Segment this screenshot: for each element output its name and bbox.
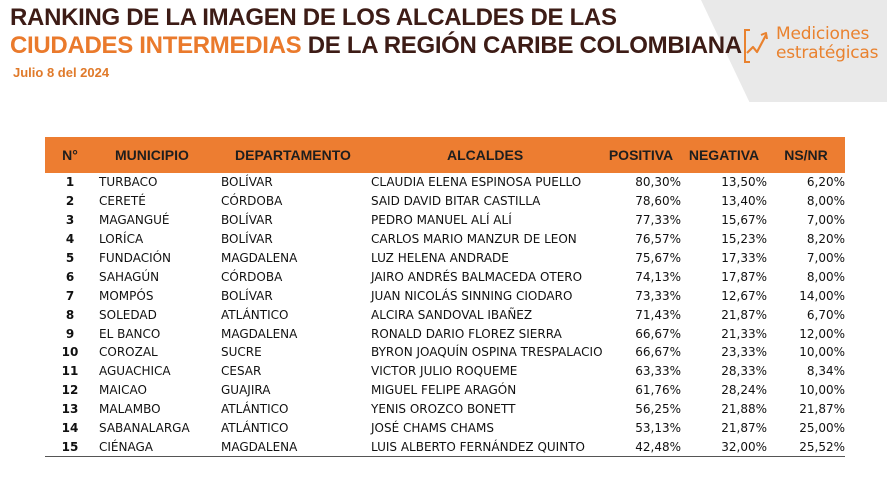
cell-departamento: MAGDALENA	[217, 437, 367, 456]
table-row	[45, 211, 845, 230]
logo-line-1: Mediciones	[776, 24, 870, 44]
cell-negativa: 21,88%	[721, 402, 767, 417]
cell-nsnr: 25,52%	[767, 437, 845, 456]
cell-alcalde: ALCIRA SANDOVAL IBAÑEZ	[371, 307, 533, 322]
cell-number: 13	[61, 402, 79, 417]
cell-departamento: ATLÁNTICO	[221, 307, 289, 322]
cell-municipio: CERETÉ	[99, 194, 146, 209]
cell-departamento: CÓRDOBA	[221, 194, 283, 209]
cell-number: 5	[65, 251, 75, 265]
cell-nsnr: 8,00%	[806, 269, 845, 284]
cell-positiva: 78,60%	[635, 194, 681, 209]
cell-departamento: ATLÁNTICO	[221, 402, 289, 417]
cell-alcalde: JUAN NICOLÁS SINNING CIODARO	[371, 288, 573, 303]
title-line-2	[10, 32, 742, 60]
cell-positiva: 74,13%	[635, 269, 681, 284]
cell-municipio: TURBACO	[99, 175, 158, 190]
cell-departamento: ATLÁNTICO	[221, 421, 289, 436]
cell-negativa: 13,40%	[721, 194, 767, 209]
cell-positiva: 71,43%	[635, 307, 681, 322]
cell-departamento: MAGDALENA	[221, 326, 298, 341]
cell-number: 12	[61, 383, 79, 398]
cell-nsnr: 8,00%	[806, 194, 845, 209]
logo-text	[776, 25, 878, 63]
cell-nsnr: 21,87%	[799, 402, 845, 417]
cell-departamento: SUCRE	[221, 345, 262, 360]
chart-trend-icon	[742, 27, 772, 65]
cell-number: 3	[65, 213, 75, 228]
cell-departamento: CÓRDOBA	[221, 269, 283, 284]
cell-positiva: 63,33%	[635, 364, 681, 379]
col-header-municipio: MUNICIPIO	[95, 137, 217, 173]
col-header-number: N°	[45, 137, 95, 173]
table-row	[45, 305, 845, 324]
col-header-nsnr: NS/NR	[767, 137, 845, 173]
title-highlight: CIUDADES INTERMEDIAS	[10, 32, 302, 59]
page-title	[10, 4, 742, 60]
cell-nsnr: 7,00%	[806, 213, 845, 228]
cell-municipio: MAICAO	[99, 383, 147, 398]
table-header-row	[45, 137, 845, 173]
cell-nsnr: 8,34%	[806, 364, 845, 379]
table-row	[45, 173, 845, 192]
cell-alcalde: CLAUDIA ELENA ESPINOSA PUELLO	[371, 175, 582, 190]
cell-number: 1	[65, 175, 75, 190]
cell-number: 9	[65, 326, 75, 341]
cell-negativa: 13,50%	[721, 175, 767, 190]
col-header-alcaldes: ALCALDES	[367, 137, 601, 173]
cell-positiva: 61,76%	[635, 383, 681, 398]
cell-alcalde: JAIRO ANDRÉS BALMACEDA OTERO	[371, 269, 583, 284]
ranking-table-container	[45, 137, 845, 457]
cell-alcalde: JOSÉ CHAMS CHAMS	[371, 421, 494, 436]
table-row	[45, 286, 845, 305]
cell-alcalde: SAID DAVID BITAR CASTILLA	[371, 194, 541, 209]
cell-municipio: AGUACHICA	[99, 364, 171, 379]
cell-negativa: 15,23%	[721, 232, 767, 247]
cell-alcalde: RONALD DARIO FLOREZ SIERRA	[371, 326, 562, 341]
cell-negativa: 28,33%	[721, 364, 767, 379]
cell-departamento: BOLÍVAR	[221, 232, 273, 247]
cell-alcalde: LUIS ALBERTO FERNÁNDEZ QUINTO	[367, 437, 601, 456]
cell-alcalde: BYRON JOAQUÍN OSPINA TRESPALACIO	[371, 345, 603, 360]
logo-line-2: estratégicas	[776, 43, 879, 63]
cell-nsnr: 12,00%	[799, 326, 845, 341]
cell-number: 2	[65, 194, 75, 209]
table-row	[45, 400, 845, 419]
cell-number: 4	[65, 232, 75, 247]
cell-positiva: 76,57%	[635, 232, 681, 247]
table-row	[45, 230, 845, 249]
cell-departamento: BOLÍVAR	[221, 175, 273, 190]
ranking-table	[45, 137, 845, 457]
table-row	[45, 381, 845, 400]
cell-negativa: 15,67%	[721, 213, 767, 228]
cell-municipio: SAHAGÚN	[99, 269, 160, 284]
cell-alcalde: YENIS OROZCO BONETT	[371, 402, 516, 417]
cell-alcalde: PEDRO MANUEL ALÍ ALÍ	[371, 213, 512, 228]
cell-alcalde: LUZ HELENA ANDRADE	[371, 251, 509, 265]
cell-nsnr: 25,00%	[799, 421, 845, 436]
cell-municipio: MALAMBO	[99, 402, 161, 417]
cell-number: 6	[65, 269, 75, 284]
cell-negativa: 32,00%	[681, 437, 767, 456]
cell-number: 10	[61, 345, 79, 360]
table-row	[45, 249, 845, 268]
cell-nsnr: 10,00%	[799, 383, 845, 398]
cell-departamento: GUAJIRA	[221, 383, 271, 398]
cell-positiva: 80,30%	[635, 175, 681, 190]
cell-positiva: 56,25%	[635, 402, 681, 417]
table-row	[45, 362, 845, 381]
cell-nsnr: 14,00%	[799, 288, 845, 303]
report-date: Julio 8 del 2024	[13, 65, 110, 80]
cell-positiva: 66,67%	[635, 345, 681, 360]
cell-municipio: FUNDACIÓN	[99, 251, 172, 265]
table-body	[45, 173, 845, 457]
col-header-departamento: DEPARTAMENTO	[217, 137, 367, 173]
cell-positiva: 73,33%	[635, 288, 681, 303]
cell-municipio: MAGANGUÉ	[99, 213, 170, 228]
table-row	[45, 267, 845, 286]
title-rest: DE LA REGIÓN CARIBE COLOMBIANA	[301, 32, 742, 59]
cell-number: 7	[65, 288, 75, 303]
cell-negativa: 12,67%	[721, 288, 767, 303]
cell-negativa: 17,87%	[721, 269, 767, 284]
cell-municipio: SOLEDAD	[99, 307, 157, 322]
table-row	[45, 324, 845, 343]
title-line-1: RANKING DE LA IMAGEN DE LOS ALCALDES DE LAS	[10, 4, 617, 31]
cell-positiva: 66,67%	[635, 326, 681, 341]
cell-departamento: BOLÍVAR	[221, 288, 273, 303]
cell-municipio: CIÉNAGA	[95, 437, 217, 456]
cell-municipio: SABANALARGA	[99, 421, 190, 436]
col-header-positiva: POSITIVA	[601, 137, 681, 173]
table-row	[45, 192, 845, 211]
cell-alcalde: VICTOR JULIO ROQUEME	[371, 364, 518, 379]
cell-municipio: EL BANCO	[99, 326, 161, 341]
cell-nsnr: 7,00%	[806, 251, 845, 265]
cell-positiva: 77,33%	[635, 213, 681, 228]
cell-negativa: 21,33%	[721, 326, 767, 341]
cell-positiva: 75,67%	[635, 251, 681, 265]
cell-nsnr: 6,70%	[806, 307, 845, 322]
cell-negativa: 17,33%	[721, 251, 767, 265]
cell-number: 8	[65, 307, 75, 322]
cell-nsnr: 6,20%	[806, 175, 845, 190]
brand-logo	[740, 22, 886, 82]
cell-negativa: 28,24%	[721, 383, 767, 398]
cell-positiva: 42,48%	[601, 437, 681, 456]
cell-nsnr: 8,20%	[806, 232, 845, 247]
cell-number: 11	[61, 364, 79, 379]
cell-negativa: 23,33%	[721, 345, 767, 360]
cell-alcalde: MIGUEL FELIPE ARAGÓN	[371, 383, 517, 398]
table-row	[45, 437, 845, 456]
cell-municipio: LORÍCA	[99, 232, 144, 247]
cell-departamento: MAGDALENA	[221, 251, 298, 265]
cell-municipio: MOMPÓS	[99, 288, 154, 303]
cell-number: 14	[61, 421, 79, 436]
cell-departamento: BOLÍVAR	[221, 213, 273, 228]
cell-number: 15	[45, 437, 95, 456]
cell-alcalde: CARLOS MARIO MANZUR DE LEON	[371, 232, 577, 247]
cell-nsnr: 10,00%	[799, 345, 845, 360]
cell-positiva: 53,13%	[635, 421, 681, 436]
cell-municipio: COROZAL	[99, 345, 158, 360]
cell-negativa: 21,87%	[721, 421, 767, 436]
table-row	[45, 419, 845, 438]
cell-negativa: 21,87%	[721, 307, 767, 322]
table-row	[45, 343, 845, 362]
cell-departamento: CESAR	[221, 364, 262, 379]
col-header-negativa: NEGATIVA	[681, 137, 767, 173]
